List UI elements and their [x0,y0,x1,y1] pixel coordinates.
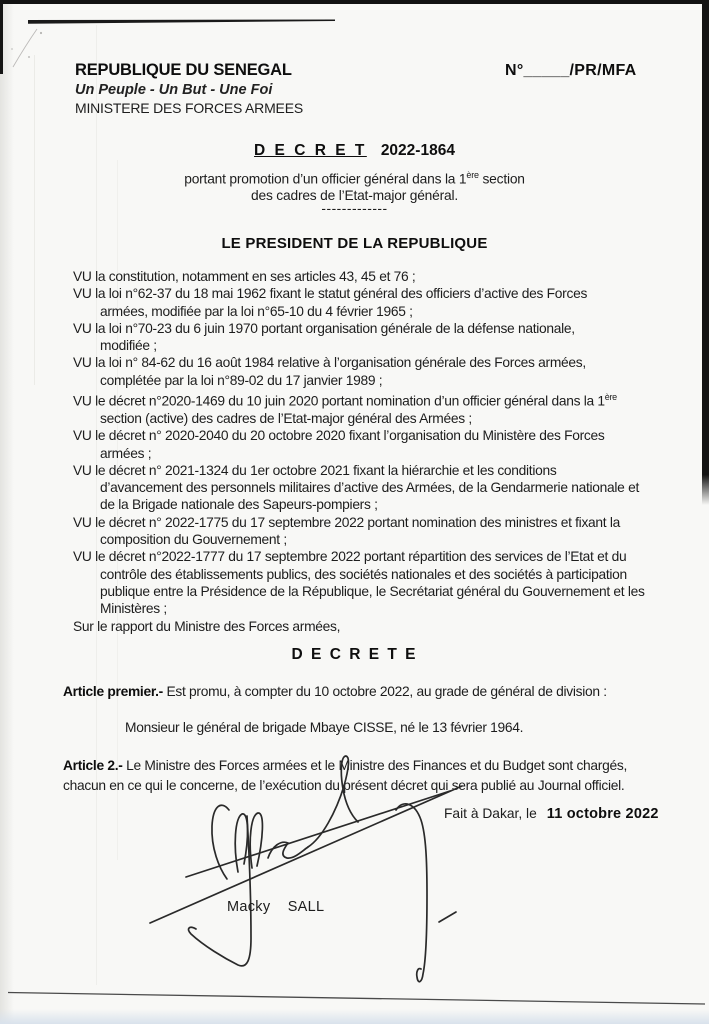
vu-clauses-block [73,268,693,635]
vu-clause-line [73,548,693,565]
signature-stroke [186,791,450,877]
vu-text: d’avancement des personnels militaires d’active des Armées, de la Gendarmerie nationale et [100,480,639,496]
decrete-heading: D E C R E T E [291,646,418,663]
vu-text: VU la loi n° 84-62 du 16 août 1984 relative à l’organisation générale des Forces armées, [73,355,586,371]
signature-stroke [396,804,427,982]
rapport-line: Sur le rapport du Ministre des Forces armées, [73,618,341,634]
vu-text: VU le décret n°2022-1777 du 17 septembre 2022 portant répartition des services de l’Etat et du [73,549,627,565]
vu-clause-line [73,268,693,285]
signature-stroke [189,816,251,966]
signer-name: Macky SALL [227,899,325,915]
signature-stroke [250,813,262,868]
scan-edge-right [702,0,709,505]
vu-clause-line [73,462,693,479]
subtitle-text: section [478,171,525,187]
vu-clause-line [73,445,693,462]
vu-text: complétée par la loi n°89-02 du 17 janvier 1989 ; [100,372,383,388]
article-2-label: Article 2.- [63,758,123,773]
vu-clause-line [73,389,693,410]
scan-edge-left [0,0,3,74]
vu-text: VU la constitution, notamment en ses articles 43, 45 et 76 ; [73,269,416,284]
dash-separator: ------------- [321,201,388,216]
vu-text: VU le décret n° 2022-1775 du 17 septembre 2022 portant nomination des ministres et fixant la [73,514,620,530]
vu-clause-line [73,427,693,444]
vu-clause-line [73,514,693,531]
signature-stroke [235,814,247,872]
vu-text: de la Brigade nationale des Sapeurs-pompiers ; [100,497,378,513]
vu-text: VU la loi n°70-23 du 6 juin 1970 portant organisation générale de la défense nationale, [73,320,575,336]
vu-text: armées, modifiée par la loi n°65-10 du 4 février 1965 ; [100,303,413,319]
signature-date: 11 octobre 2022 [546,806,659,822]
vu-clause-line [73,496,693,513]
vu-text: VU le décret n° 2021-1324 du 1er octobre 2021 fixant la hiérarchie et les conditions [73,462,557,478]
vu-clauses-list [73,268,693,618]
signature-stroke [212,805,229,879]
national-motto: Un Peuple - Un But - Une Foi [75,82,273,98]
vu-clause-line [73,479,693,496]
vu-clause-line [73,600,693,617]
decree-reference-number: N°_____/PR/MFA [505,62,637,79]
decree-number: 2022-1864 [380,142,455,159]
scan-edge-top [0,0,709,4]
decree-word: D E C R E T [254,142,367,159]
letterhead [75,61,303,116]
vu-text: contrôle des établissements publics, des sociétés nationales et des sociétés à participation [100,566,627,582]
paper-crease [34,55,35,385]
stray-line-top [28,20,335,24]
bottom-rule-line [8,993,705,1005]
vu-superscript: ère [604,392,617,403]
republic-title: REPUBLIQUE DU SENEGAL [75,61,292,79]
vu-text: armées ; [100,445,152,461]
vu-clause-line [73,354,693,371]
subtitle-superscript: ère [466,170,479,180]
vu-clause-line [73,303,693,320]
vu-clause-line [73,320,693,337]
article-1-text: Est promu, à compter du 10 octobre 2022, au grade de général de division : [162,684,607,699]
vu-text: VU le décret n°2020-1469 du 10 juin 2020 portant nomination d’un officier général dans la 1 [73,393,605,409]
vu-clause-line [73,566,693,583]
article-1 [63,684,607,699]
vu-text: Ministères ; [100,601,167,617]
article-2-line1 [63,756,627,776]
article-2 [63,756,627,796]
decree-title-row [0,142,709,160]
vu-clause-line [73,531,693,548]
vu-clause-line [73,583,693,600]
vu-clause-line [73,337,693,354]
signature-stroke [439,912,456,922]
vu-text: section (active) des cadres de l’Etat-major général des Armées ; [100,410,472,426]
vu-text: VU le décret n° 2020-2040 du 20 octobre 2020 fixant l’organisation du Ministère des Forces [73,428,605,444]
signature-stroke [268,842,308,858]
place-date-label: Fait à Dakar, le [444,806,537,821]
president-heading: LE PRESIDENT DE LA REPUBLIQUE [221,235,488,252]
vu-clause-line [73,372,693,389]
pencil-dot [40,32,42,34]
subtitle-text: portant promotion d’un officier général dans la 1 [184,171,467,187]
pencil-dot [28,56,30,58]
vu-text: VU la loi n°62-37 du 18 mai 1962 fixant le statut général des officiers d’active des Forces [73,286,588,302]
decree-subtitle-line2: des cadres de l’Etat-major général. [251,188,458,203]
article-2-text: Le Ministre des Forces armées et le Ministre des Finances et du Budget sont chargés, [122,758,627,773]
place-date-line [444,806,659,822]
decree-subtitle-line1 [0,170,709,187]
article-1-label: Article premier.- [63,684,163,699]
vu-text: modifiée ; [100,338,157,354]
vu-text: publique entre la Présidence de la République, le Secrétariat général du Gouvernement et les [100,583,645,599]
promoted-officer-line: Monsieur le général de brigade Mbaye CISSE, né le 13 février 1964. [125,720,524,735]
article-2-line2: chacun en ce qui le concerne, de l’exécution du présent décret qui sera publié au Journal officiel. [63,778,625,793]
vu-clause-line [73,410,693,427]
vu-text: composition du Gouvernement ; [100,532,287,548]
vu-clause-line [73,285,693,302]
ministry-name: MINISTERE DES FORCES ARMEES [75,100,303,116]
scan-edge-bottom [0,1009,709,1024]
